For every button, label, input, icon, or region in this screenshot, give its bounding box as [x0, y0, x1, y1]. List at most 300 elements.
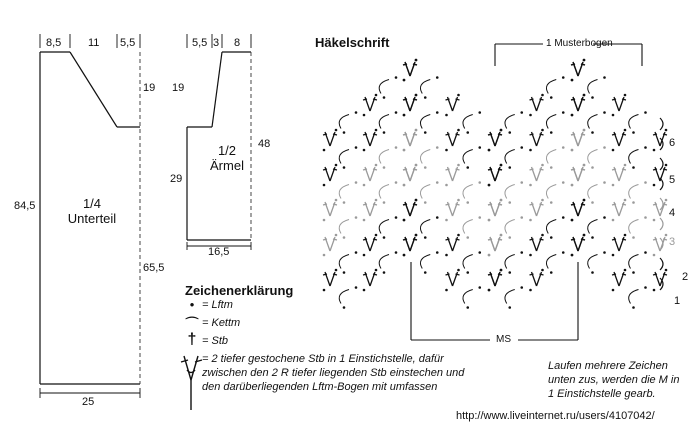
chain-dot	[644, 111, 647, 114]
sleeve-dim-48: 48	[258, 138, 271, 150]
chain-dot	[541, 164, 544, 167]
ms-bracket	[411, 262, 578, 340]
stitch-symbol	[571, 237, 585, 251]
stitch-symbol	[571, 167, 585, 181]
chain-dot	[520, 251, 523, 254]
chain-dot	[424, 201, 427, 204]
loop-arc	[588, 220, 598, 234]
chain-dot	[632, 236, 635, 239]
chain-dot	[550, 201, 553, 204]
chain-dot	[550, 166, 553, 169]
loop-arc	[379, 150, 389, 164]
body-dim-top-3: 5,5	[120, 37, 136, 49]
chain-dot	[562, 251, 565, 254]
chain-dot	[457, 129, 460, 132]
body-dim-top-2: 11	[88, 37, 100, 49]
chain-dot	[541, 234, 544, 237]
chain-dot	[591, 96, 594, 99]
chain-dot	[612, 254, 615, 257]
chain-dot	[415, 129, 418, 132]
row-number-4: 4	[669, 207, 676, 219]
chain-dot	[335, 269, 338, 272]
chain-dot	[363, 184, 366, 187]
stitch-symbol	[403, 132, 417, 146]
chain-dot	[520, 286, 523, 289]
chain-dot	[583, 234, 586, 237]
chain-dot	[624, 164, 627, 167]
chain-dot	[624, 94, 627, 97]
loop-arc	[629, 150, 639, 164]
stitch-symbol	[323, 202, 337, 216]
chain-dot	[375, 234, 378, 237]
chain-dot	[466, 201, 469, 204]
loop-arc	[588, 255, 598, 269]
ms-label: MS	[496, 334, 511, 345]
chain-dot	[529, 289, 532, 292]
stitch-symbol	[612, 97, 626, 111]
chain-dot	[363, 114, 366, 117]
loop-arc	[629, 290, 639, 304]
chain-dot	[445, 219, 448, 222]
chain-dot	[375, 269, 378, 272]
loop-arc	[379, 255, 389, 269]
row-number-6: 6	[669, 137, 676, 149]
chain-dot	[466, 166, 469, 169]
loop-arc	[463, 255, 473, 269]
edge-slipstitch	[660, 158, 663, 170]
loop-arc	[463, 150, 473, 164]
loop-arc	[546, 150, 556, 164]
chain-dot	[591, 166, 594, 169]
chain-dot	[355, 111, 358, 114]
stitch-symbol	[403, 167, 417, 181]
legend-long-line-1: = 2 tiefer gestochene Stb in 1 Einstichstelle, dafür	[202, 353, 444, 365]
chain-dot	[571, 149, 574, 152]
chain-dot	[395, 111, 398, 114]
legend-item-kettm: = Kettm	[202, 317, 241, 329]
loop-arc	[629, 255, 639, 269]
chain-dot	[335, 164, 338, 167]
chain-dot	[424, 96, 427, 99]
loop-arc	[546, 185, 556, 199]
chain-dot	[488, 289, 491, 292]
chain-dot	[508, 306, 511, 309]
chain-dot	[343, 131, 346, 134]
chain-dot	[323, 219, 326, 222]
chain-dot	[424, 271, 427, 274]
chain-dot	[363, 254, 366, 257]
chain-dot	[571, 219, 574, 222]
chain-dot	[403, 114, 406, 117]
chain-dot	[632, 271, 635, 274]
stitch-symbol	[530, 237, 544, 251]
chain-dot	[335, 234, 338, 237]
chain-dot	[591, 201, 594, 204]
stitch-symbol	[653, 202, 667, 216]
chain-dot	[550, 271, 553, 274]
chain-dot	[644, 216, 647, 219]
chain-dot	[612, 149, 615, 152]
edge-slipstitch	[660, 218, 663, 230]
chain-dot	[550, 96, 553, 99]
chain-dot	[383, 131, 386, 134]
loop-arc	[339, 150, 349, 164]
chain-dot	[383, 236, 386, 239]
chain-dot	[488, 254, 491, 257]
crochet-chart	[323, 59, 668, 309]
chain-dot	[632, 166, 635, 169]
stitch-symbol	[571, 62, 585, 76]
chain-dot	[644, 146, 647, 149]
chain-dot	[591, 131, 594, 134]
stitch-symbol	[571, 97, 585, 111]
stitch-symbol	[612, 202, 626, 216]
stitch-symbol	[530, 272, 544, 286]
stitch-symbol	[530, 97, 544, 111]
stitch-symbol	[363, 202, 377, 216]
sleeve-dim-29: 29	[170, 173, 183, 185]
body-label-fraction: 1/4	[82, 196, 102, 211]
chain-dot	[583, 94, 586, 97]
stitch-symbol	[488, 237, 502, 251]
loop-arc	[588, 185, 598, 199]
loop-arc	[463, 185, 473, 199]
chain-dot	[665, 234, 668, 237]
chain-dot	[529, 254, 532, 257]
chain-dot	[395, 181, 398, 184]
loop-arc	[420, 220, 430, 234]
chain-dot	[424, 166, 427, 169]
chain-dot	[436, 76, 439, 79]
stitch-symbol	[446, 97, 460, 111]
sleeve-dim-16-5: 16,5	[208, 246, 230, 258]
chain-dot	[603, 76, 606, 79]
row-number-5: 5	[669, 174, 676, 186]
stitch-symbol	[403, 202, 417, 216]
chain-dot	[445, 184, 448, 187]
stitch-symbol	[446, 237, 460, 251]
chain-dot	[355, 181, 358, 184]
chain-dot	[591, 236, 594, 239]
loop-arc	[463, 115, 473, 129]
chain-dot	[520, 146, 523, 149]
chain-dot	[529, 149, 532, 152]
chain-dot	[415, 59, 418, 62]
chain-dot	[665, 269, 668, 272]
chain-dot	[488, 184, 491, 187]
chain-dot	[665, 129, 668, 132]
chain-dot	[415, 234, 418, 237]
row-number-1: 1	[674, 295, 681, 307]
loop-arc	[505, 115, 515, 129]
chain-dot	[550, 236, 553, 239]
chain-dot	[500, 269, 503, 272]
dot-icon: •	[189, 297, 195, 312]
chain-dot	[665, 199, 668, 202]
chain-dot	[603, 216, 606, 219]
chain-dot	[632, 201, 635, 204]
chain-dot	[355, 146, 358, 149]
chain-dot	[653, 184, 656, 187]
chain-dot	[343, 236, 346, 239]
stitch-symbol	[363, 237, 377, 251]
loop-arc	[339, 185, 349, 199]
loop-arc	[339, 255, 349, 269]
row-number-2: 2	[682, 271, 689, 283]
chain-dot	[343, 201, 346, 204]
loop-arc	[420, 80, 430, 94]
chain-dot	[415, 199, 418, 202]
stitch-symbol	[323, 237, 337, 251]
note-line-1: Laufen mehrere Zeichen	[548, 360, 668, 372]
body-dim-65-5: 65,5	[143, 262, 165, 274]
stitch-symbol	[653, 132, 667, 146]
loop-arc	[588, 80, 598, 94]
chain-dot	[571, 254, 574, 257]
chain-dot	[500, 199, 503, 202]
chain-dot	[541, 94, 544, 97]
chain-dot	[323, 254, 326, 257]
chain-dot	[612, 219, 615, 222]
loop-arc	[588, 115, 598, 129]
repeat-label: 1 Musterbogen	[546, 38, 613, 49]
legend-long-line-3: den darüberliegenden Lftm-Bogen mit umfassen	[202, 381, 438, 393]
chain-dot	[343, 271, 346, 274]
chain-dot	[583, 59, 586, 62]
stitch-symbol	[571, 202, 585, 216]
stitch-symbol	[323, 132, 337, 146]
loop-arc	[339, 290, 349, 304]
chain-dot	[395, 216, 398, 219]
chain-dot	[653, 149, 656, 152]
chain-dot	[571, 184, 574, 187]
chain-dot	[488, 219, 491, 222]
legend-item-lftm: = Lftm	[202, 299, 233, 311]
chain-dot	[591, 271, 594, 274]
stitch-symbol	[530, 202, 544, 216]
chain-dot	[478, 146, 481, 149]
chain-dot	[508, 201, 511, 204]
loop-arc	[379, 185, 389, 199]
body-dim-19: 19	[143, 82, 156, 94]
chain-dot	[653, 219, 656, 222]
chain-dot	[624, 129, 627, 132]
chain-dot	[457, 94, 460, 97]
chain-dot	[395, 251, 398, 254]
loop-arc	[546, 115, 556, 129]
dagger-icon: †	[187, 331, 197, 348]
chain-dot	[436, 251, 439, 254]
stitch-symbol	[403, 97, 417, 111]
stitch-symbol	[363, 132, 377, 146]
stitch-symbol	[323, 272, 337, 286]
chain-dot	[375, 94, 378, 97]
chain-dot	[508, 166, 511, 169]
chain-dot	[466, 236, 469, 239]
chain-dot	[445, 149, 448, 152]
sleeve-label-fraction: 1/2	[217, 143, 237, 158]
chain-dot	[363, 289, 366, 292]
chain-dot	[603, 111, 606, 114]
chain-dot	[403, 79, 406, 82]
stitch-symbol	[403, 237, 417, 251]
stitch-symbol	[488, 202, 502, 216]
chain-dot	[478, 251, 481, 254]
chain-dot	[583, 129, 586, 132]
chain-dot	[529, 114, 532, 117]
stitch-symbol	[653, 272, 667, 286]
chain-dot	[403, 184, 406, 187]
chain-dot	[562, 76, 565, 79]
stitch-symbol	[653, 237, 667, 251]
loop-arc	[546, 80, 556, 94]
chain-dot	[571, 114, 574, 117]
chain-dot	[508, 271, 511, 274]
chain-dot	[403, 254, 406, 257]
loop-arc	[420, 150, 430, 164]
edge-slipstitch	[660, 258, 663, 270]
stitch-symbol	[612, 167, 626, 181]
loop-arc	[339, 115, 349, 129]
loop-arc	[420, 255, 430, 269]
loop-arc	[629, 220, 639, 234]
loop-arc	[505, 185, 515, 199]
chain-dot	[445, 254, 448, 257]
chain-dot	[383, 96, 386, 99]
loop-arc	[505, 150, 515, 164]
chain-dot	[436, 216, 439, 219]
chain-dot	[632, 306, 635, 309]
chain-dot	[653, 254, 656, 257]
arc-icon: ⌒	[185, 316, 199, 331]
chain-dot	[478, 111, 481, 114]
chain-dot	[520, 111, 523, 114]
chain-dot	[436, 181, 439, 184]
loop-arc	[379, 115, 389, 129]
loop-arc	[505, 220, 515, 234]
chain-dot	[375, 199, 378, 202]
stitch-symbol	[446, 202, 460, 216]
chain-dot	[457, 269, 460, 272]
loop-arc	[420, 185, 430, 199]
chain-dot	[624, 234, 627, 237]
loop-arc	[463, 220, 473, 234]
chain-dot	[562, 146, 565, 149]
legend-item-stb: = Stb	[202, 335, 228, 347]
body-dim-25: 25	[82, 396, 95, 408]
stitch-symbol	[363, 167, 377, 181]
chain-dot	[323, 289, 326, 292]
chain-dot	[415, 94, 418, 97]
chain-dot	[436, 111, 439, 114]
chain-dot	[355, 216, 358, 219]
chart-title: Häkelschrift	[315, 35, 390, 50]
chain-dot	[500, 164, 503, 167]
chain-dot	[436, 146, 439, 149]
chain-dot	[571, 79, 574, 82]
chain-dot	[508, 131, 511, 134]
chain-dot	[644, 181, 647, 184]
chain-dot	[355, 286, 358, 289]
body-dim-top-1: 8,5	[46, 37, 62, 49]
chain-dot	[424, 236, 427, 239]
chain-dot	[541, 199, 544, 202]
chain-dot	[478, 216, 481, 219]
chain-dot	[466, 306, 469, 309]
chain-dot	[445, 114, 448, 117]
chain-dot	[603, 181, 606, 184]
chain-dot	[603, 251, 606, 254]
sleeve-label-name: Ärmel	[210, 158, 244, 173]
chain-dot	[529, 219, 532, 222]
chain-dot	[624, 199, 627, 202]
loop-arc	[379, 220, 389, 234]
chain-dot	[624, 269, 627, 272]
stitch-symbol	[446, 167, 460, 181]
chain-dot	[665, 164, 668, 167]
loop-arc	[546, 220, 556, 234]
chain-dot	[395, 146, 398, 149]
stitch-symbol	[446, 272, 460, 286]
chain-dot	[562, 216, 565, 219]
loop-arc	[629, 115, 639, 129]
chain-dot	[383, 166, 386, 169]
chain-dot	[466, 271, 469, 274]
stitch-symbol	[530, 132, 544, 146]
stitch-symbol	[323, 167, 337, 181]
chain-dot	[445, 289, 448, 292]
chain-dot	[529, 184, 532, 187]
chain-dot	[562, 111, 565, 114]
chain-dot	[644, 251, 647, 254]
note-line-3: 1 Einstichstelle gearb.	[548, 388, 656, 400]
chain-dot	[562, 181, 565, 184]
footer-url: http://www.liveinternet.ru/users/4107042/	[456, 410, 655, 422]
chain-dot	[632, 131, 635, 134]
loop-arc	[588, 150, 598, 164]
stitch-symbol	[363, 97, 377, 111]
sleeve-dim-top-2: 3	[213, 37, 220, 49]
stitch-symbol	[612, 237, 626, 251]
chain-dot	[583, 199, 586, 202]
loop-arc	[339, 220, 349, 234]
chain-dot	[343, 306, 346, 309]
chain-dot	[383, 201, 386, 204]
chain-dot	[541, 269, 544, 272]
loop-arc	[505, 290, 515, 304]
chain-dot	[500, 234, 503, 237]
chain-dot	[335, 199, 338, 202]
chain-dot	[583, 164, 586, 167]
stitch-symbol	[612, 132, 626, 146]
stitch-symbol	[612, 272, 626, 286]
chain-dot	[653, 289, 656, 292]
loop-arc	[546, 255, 556, 269]
chain-dot	[612, 289, 615, 292]
chain-dot	[415, 164, 418, 167]
chain-dot	[644, 286, 647, 289]
edge-slipstitch	[660, 118, 663, 130]
chain-dot	[323, 184, 326, 187]
stitch-symbol	[653, 167, 667, 181]
row-number-3: 3	[669, 236, 676, 248]
stitch-symbol	[363, 272, 377, 286]
chain-dot	[395, 76, 398, 79]
chain-dot	[403, 149, 406, 152]
stitch-symbol	[446, 132, 460, 146]
sleeve-dim-lines	[187, 34, 251, 250]
loop-arc	[420, 115, 430, 129]
